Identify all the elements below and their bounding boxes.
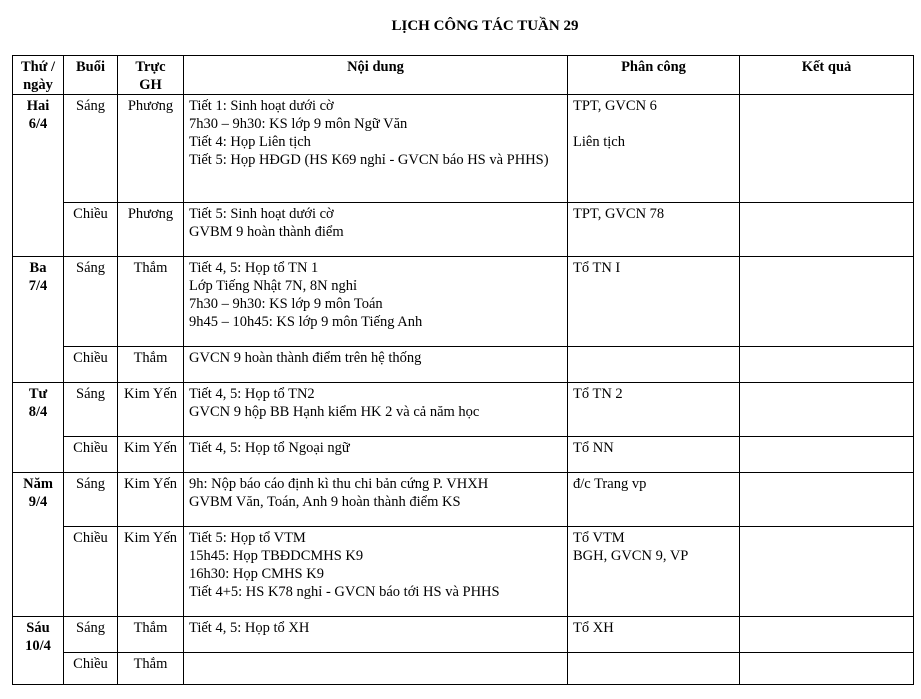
table-row <box>13 437 914 473</box>
content-line: 16h30: Họp CMHS K9 <box>189 566 324 582</box>
table-row <box>13 617 914 653</box>
duty-cell: Kim Yến <box>118 473 184 527</box>
day-cell <box>13 473 64 617</box>
content-cell <box>184 257 568 347</box>
day-name: Ba <box>29 260 47 276</box>
day-date: 8/4 <box>28 404 48 420</box>
assign-line: Tổ NN <box>573 440 614 456</box>
assign-cell <box>568 527 740 617</box>
content-cell <box>184 617 568 653</box>
assign-cell <box>568 437 740 473</box>
header-row <box>13 56 914 95</box>
session-cell: Sáng <box>64 95 118 203</box>
day-date: 6/4 <box>28 116 48 132</box>
day-cell <box>13 95 64 257</box>
assign-line: Tổ XH <box>573 620 614 636</box>
assign-cell <box>568 203 740 257</box>
schedule-table <box>12 55 914 685</box>
content-line: Tiết 5: Họp HĐGD (HS K69 nghỉ - GVCN báo HS và PHHS) <box>189 152 549 168</box>
duty-cell: Thắm <box>118 347 184 383</box>
table-row <box>13 203 914 257</box>
table-row <box>13 383 914 437</box>
result-cell <box>740 617 914 653</box>
assign-line: TPT, GVCN 6 <box>573 98 657 114</box>
assign-cell <box>568 257 740 347</box>
session-cell: Chiều <box>64 437 118 473</box>
day-name: Tư <box>28 386 48 402</box>
result-cell <box>740 95 914 203</box>
header-content: Nội dung <box>184 56 568 95</box>
assign-cell <box>568 653 740 685</box>
session-cell: Chiều <box>64 653 118 685</box>
content-cell <box>184 653 568 685</box>
day-name: Năm <box>23 476 53 492</box>
session-cell: Sáng <box>64 257 118 347</box>
content-line: 9h45 – 10h45: KS lớp 9 môn Tiếng Anh <box>189 314 423 330</box>
session-cell: Chiều <box>64 347 118 383</box>
table-row <box>13 473 914 527</box>
content-line: GVCN 9 hộp BB Hạnh kiểm HK 2 và cả năm học <box>189 404 480 420</box>
assign-line: Tổ TN I <box>573 260 621 276</box>
day-cell <box>13 617 64 685</box>
content-cell <box>184 203 568 257</box>
assign-line: đ/c Trang vp <box>573 476 647 492</box>
content-line: 7h30 – 9h30: KS lớp 9 môn Ngữ Văn <box>189 116 408 132</box>
table-row <box>13 95 914 203</box>
assign-line: Tổ VTM <box>573 530 625 546</box>
content-line: GVBM 9 hoàn thành điểm <box>189 224 344 240</box>
content-line: 7h30 – 9h30: KS lớp 9 môn Toán <box>189 296 383 312</box>
day-date: 9/4 <box>28 494 48 510</box>
table-row <box>13 347 914 383</box>
content-line: Tiết 4, 5: Họp tổ XH <box>189 620 310 636</box>
table-row <box>13 257 914 347</box>
day-date: 10/4 <box>25 638 51 654</box>
duty-cell: Thắm <box>118 653 184 685</box>
result-cell <box>740 257 914 347</box>
duty-cell: Thắm <box>118 617 184 653</box>
assign-line: Tổ TN 2 <box>573 386 623 402</box>
content-line: GVBM Văn, Toán, Anh 9 hoàn thành điểm KS <box>189 494 461 510</box>
content-cell <box>184 95 568 203</box>
assign-line <box>573 115 735 133</box>
result-cell <box>740 203 914 257</box>
session-cell: Sáng <box>64 617 118 653</box>
session-cell: Chiều <box>64 203 118 257</box>
content-cell <box>184 473 568 527</box>
duty-cell: Kim Yến <box>118 383 184 437</box>
content-cell <box>184 347 568 383</box>
table-row <box>13 653 914 685</box>
duty-cell: Phương <box>118 203 184 257</box>
result-cell <box>740 527 914 617</box>
content-line: Tiết 4, 5: Họp tổ Ngoại ngữ <box>189 440 350 456</box>
day-cell <box>13 257 64 383</box>
result-cell <box>740 383 914 437</box>
result-cell <box>740 473 914 527</box>
content-line: Tiết 5: Họp tổ VTM <box>189 530 306 546</box>
content-line: Tiết 4, 5: Họp tổ TN2 <box>189 386 315 402</box>
content-line: Lớp Tiếng Nhật 7N, 8N nghỉ <box>189 278 357 294</box>
content-cell <box>184 383 568 437</box>
content-line: Tiết 5: Sinh hoạt dưới cờ <box>189 206 334 222</box>
duty-cell: Thắm <box>118 257 184 347</box>
header-assign: Phân công <box>568 56 740 95</box>
day-date: 7/4 <box>28 278 48 294</box>
content-line: Tiết 4, 5: Họp tổ TN 1 <box>189 260 319 276</box>
content-line: Tiết 4+5: HS K78 nghỉ - GVCN báo tới HS và PHHS <box>189 584 500 600</box>
duty-cell: Phương <box>118 95 184 203</box>
day-name: Hai <box>26 98 50 114</box>
content-cell <box>184 527 568 617</box>
session-cell: Sáng <box>64 383 118 437</box>
table-row <box>13 527 914 617</box>
content-cell <box>184 437 568 473</box>
header-session: Buổi <box>64 56 118 95</box>
content-line: Tiết 4: Họp Liên tịch <box>189 134 311 150</box>
result-cell <box>740 653 914 685</box>
assign-line: TPT, GVCN 78 <box>573 206 665 222</box>
header-result: Kết quả <box>740 56 914 95</box>
assign-line: Liên tịch <box>573 134 625 150</box>
session-cell: Chiều <box>64 527 118 617</box>
assign-cell <box>568 383 740 437</box>
assign-cell <box>568 95 740 203</box>
content-line: Tiết 1: Sinh hoạt dưới cờ <box>189 98 334 114</box>
day-name: Sáu <box>26 620 50 636</box>
duty-cell: Kim Yến <box>118 527 184 617</box>
header-duty: Trực GH <box>118 56 184 95</box>
content-line: 9h: Nộp báo cáo định kì thu chi bản cứng P. VHXH <box>189 476 489 492</box>
assign-cell <box>568 473 740 527</box>
duty-cell: Kim Yến <box>118 437 184 473</box>
content-line: GVCN 9 hoàn thành điểm trên hệ thống <box>189 350 422 366</box>
assign-line: BGH, GVCN 9, VP <box>573 548 689 564</box>
assign-cell <box>568 347 740 383</box>
result-cell <box>740 437 914 473</box>
assign-cell <box>568 617 740 653</box>
result-cell <box>740 347 914 383</box>
content-line: 15h45: Họp TBĐDCMHS K9 <box>189 548 364 564</box>
session-cell: Sáng <box>64 473 118 527</box>
day-cell <box>13 383 64 473</box>
header-day: Thứ / ngày <box>13 56 64 95</box>
page-title: LỊCH CÔNG TÁC TUẦN 29 <box>391 18 579 34</box>
